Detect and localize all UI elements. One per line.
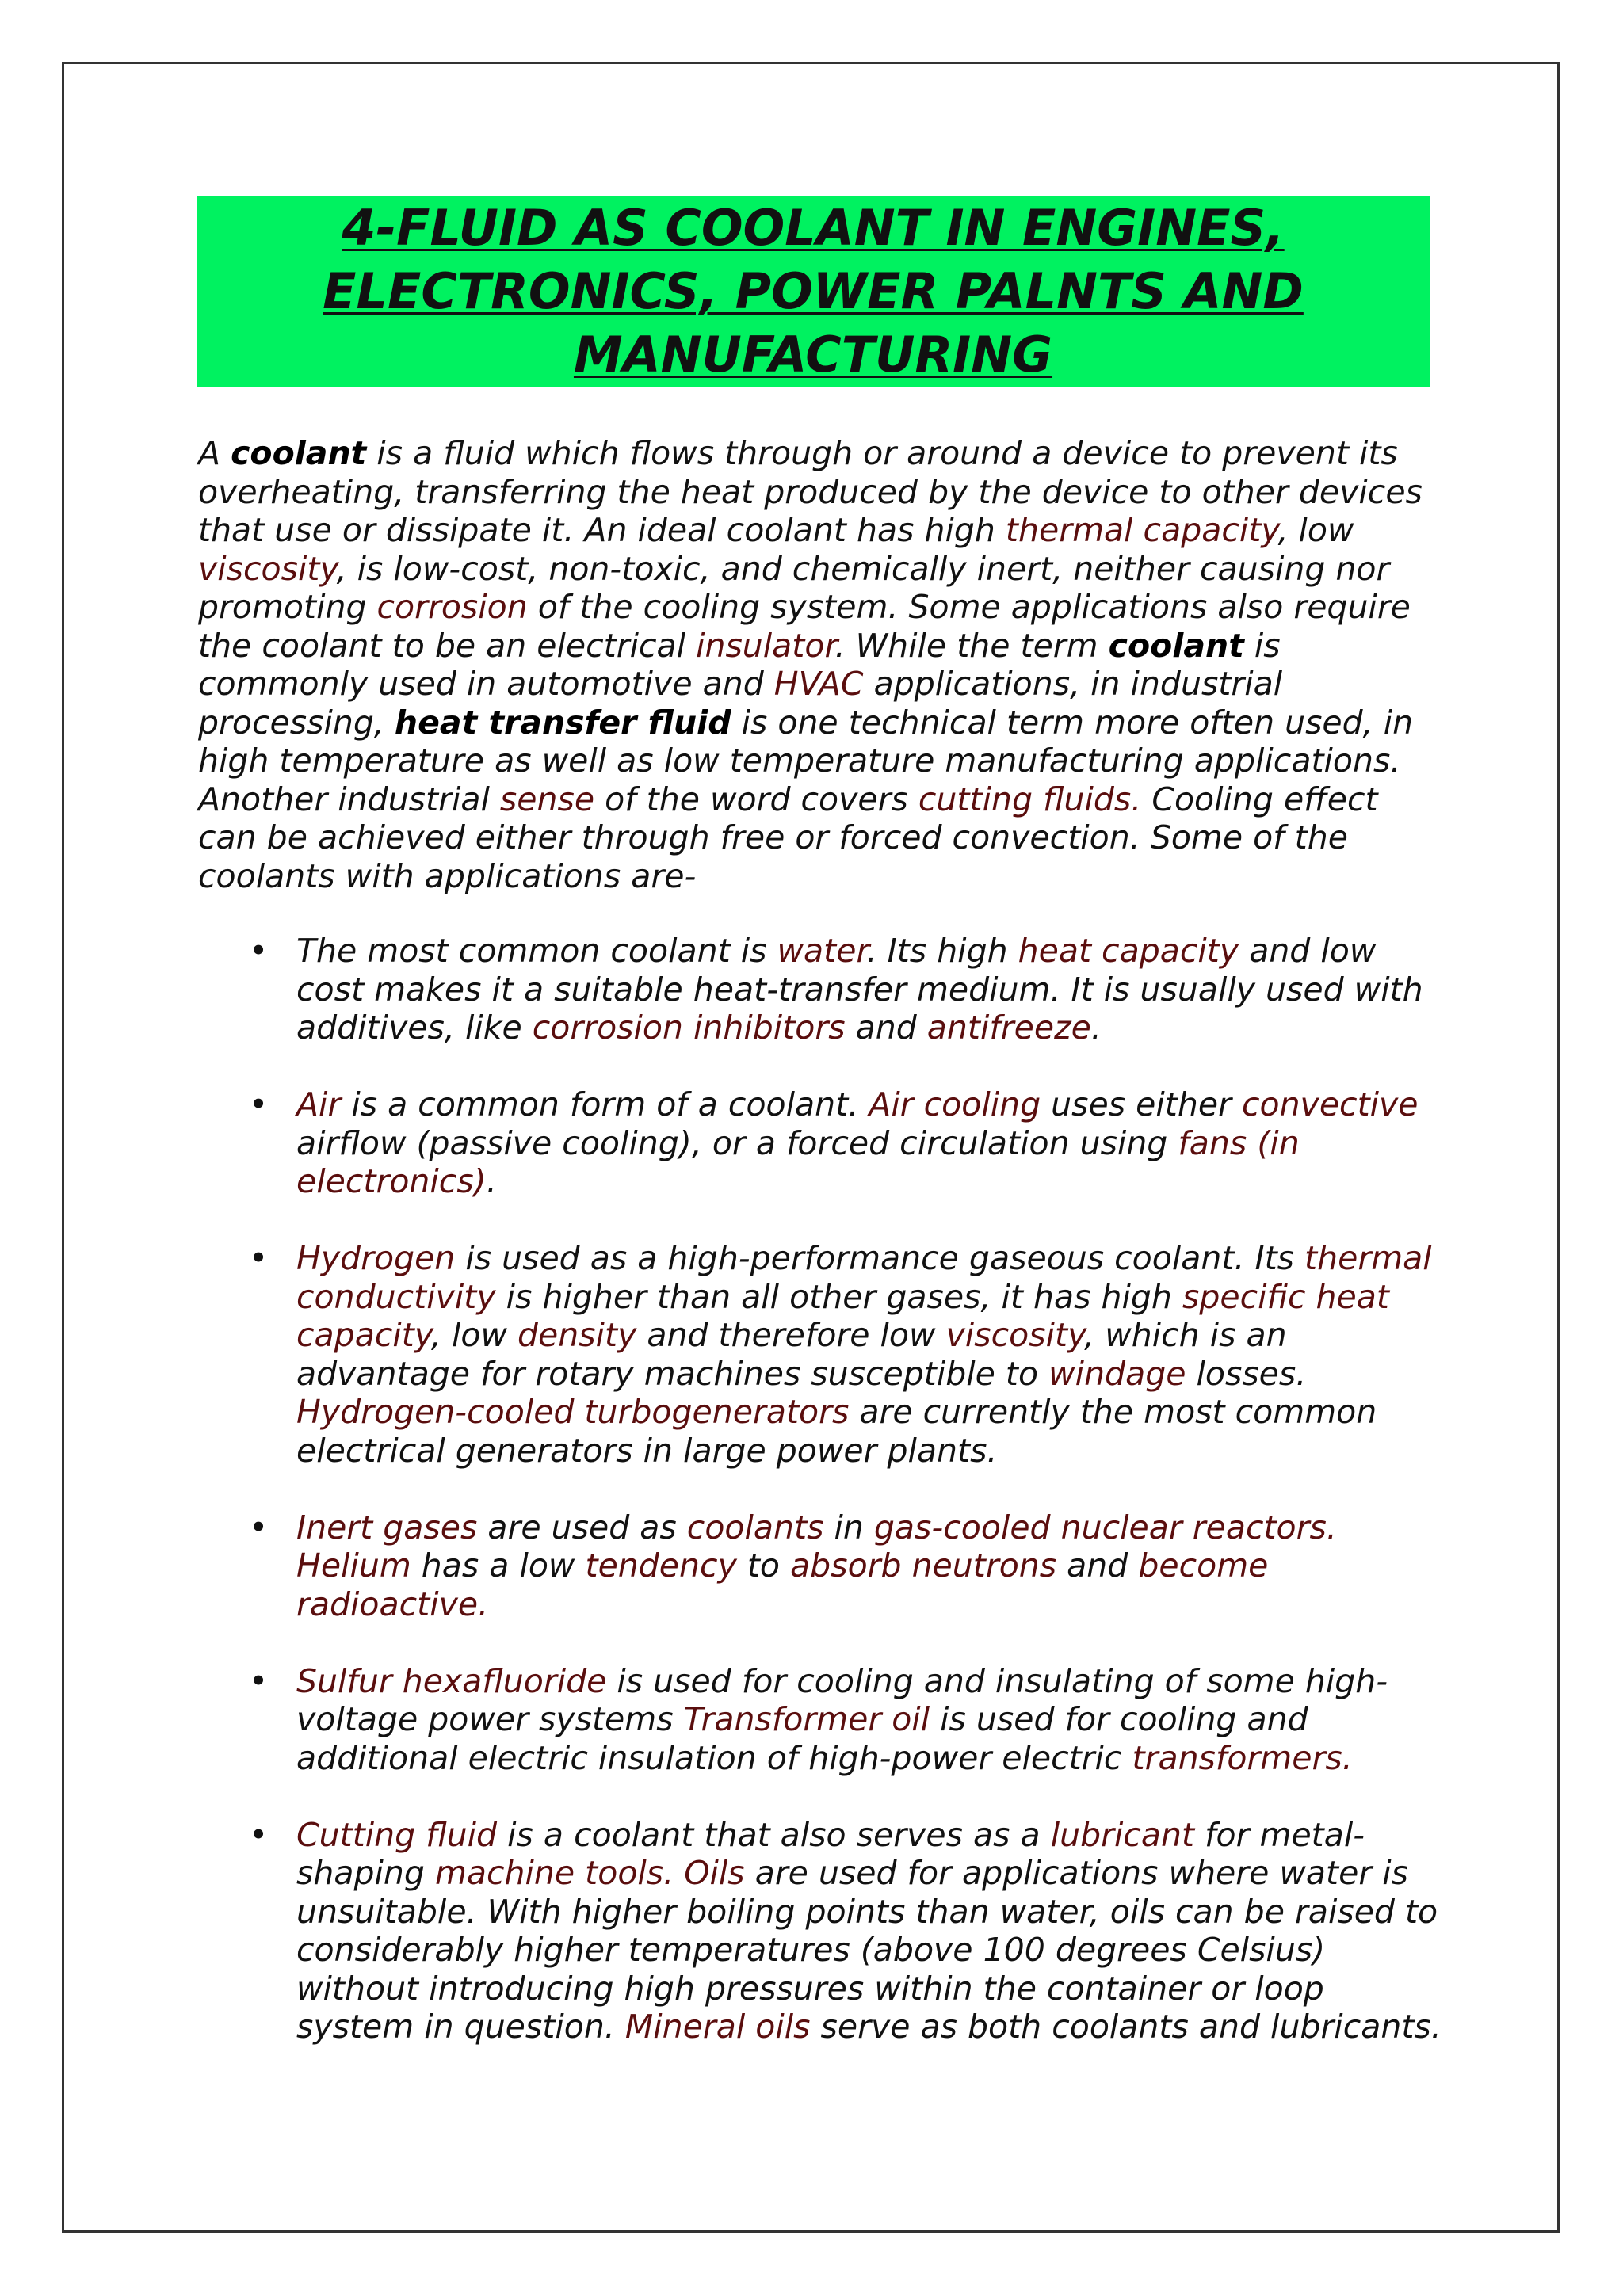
bold-term: coolant xyxy=(231,434,367,472)
text-run: A xyxy=(198,434,231,472)
bullet-icon: • xyxy=(249,1508,269,1547)
linked-term: Air xyxy=(296,1085,342,1123)
linked-term: water xyxy=(777,932,867,970)
linked-term: HVAC xyxy=(773,665,864,703)
text-run: The most common coolant is xyxy=(296,932,777,970)
linked-term: absorb neutrons xyxy=(790,1547,1057,1585)
text-run: is used for cooling and additional electric insulation of high-power electric xyxy=(296,1700,1308,1777)
linked-term: fans (in electronics) xyxy=(296,1123,1300,1200)
text-run: has a low xyxy=(411,1547,586,1585)
title-line-2: ELECTRONICS, POWER PALNTS AND xyxy=(323,262,1304,320)
intro-paragraph xyxy=(198,434,1442,895)
title-banner xyxy=(197,196,1430,387)
linked-term: sense xyxy=(499,780,595,818)
text-run: is commonly used in automotive and xyxy=(198,626,1281,703)
text-run: and xyxy=(1056,1547,1139,1585)
text-run: losses. xyxy=(1186,1354,1307,1393)
text-run: are currently the most common electrical generators in large power plants. xyxy=(296,1393,1377,1470)
bold-term: heat transfer fluid xyxy=(394,703,731,742)
linked-term: specific heat capacity xyxy=(296,1277,1389,1354)
text-run: is a fluid which flows through or around a device to prevent its overheating, transferring the heat produced by the device to other devices that use or dissipate it. An ideal coolant has high xyxy=(198,434,1423,549)
text-run: is used for cooling and insulating of some high-voltage power systems xyxy=(296,1661,1388,1738)
text-run: uses either xyxy=(1041,1085,1242,1123)
text-run: in xyxy=(823,1508,874,1547)
bullet-icon: • xyxy=(249,1661,269,1700)
linked-term: coolants xyxy=(686,1508,824,1547)
linked-term: gas-cooled nuclear reactors. xyxy=(873,1508,1337,1547)
linked-term: heat capacity xyxy=(1018,932,1239,970)
text-run: and therefore low xyxy=(636,1316,946,1354)
linked-term: cutting fluids. xyxy=(918,780,1142,818)
linked-term: lubricant xyxy=(1050,1815,1195,1854)
bullet-icon: • xyxy=(249,932,269,970)
linked-term: transformers. xyxy=(1132,1738,1353,1777)
linked-term: become radioactive. xyxy=(296,1547,1269,1623)
list-item xyxy=(198,1239,1442,1470)
bullet-icon: • xyxy=(249,1239,269,1277)
linked-term: Oils xyxy=(684,1854,745,1892)
text-run xyxy=(674,1854,684,1892)
linked-term: Sulfur hexafluoride xyxy=(296,1661,607,1700)
text-run: is one technical term more often used, in high temperature as well as low temperature manufacturing applications. Another industrial xyxy=(198,703,1414,818)
text-run: Cooling effect can be achieved either through free or forced convection. Some of the coolants with applications are- xyxy=(198,780,1378,895)
linked-term: viscosity xyxy=(945,1316,1085,1354)
text-run: . xyxy=(1090,1009,1102,1047)
list-item xyxy=(198,932,1442,1047)
title-line-1: 4-FLUID AS COOLANT IN ENGINES, xyxy=(342,199,1285,257)
text-run: is a common form of a coolant. xyxy=(341,1085,869,1123)
text-run: , low xyxy=(430,1316,518,1354)
linked-term: density xyxy=(517,1316,637,1354)
linked-term: convective xyxy=(1241,1085,1419,1123)
linked-term: Hydrogen-cooled turbogenerators xyxy=(296,1393,850,1431)
list-item xyxy=(198,1662,1442,1778)
linked-term: windage xyxy=(1048,1354,1186,1393)
text-run: is higher than all other gases, it has high xyxy=(495,1277,1182,1316)
bullet-icon: • xyxy=(249,1085,269,1123)
text-run: , low xyxy=(1277,511,1354,549)
text-run: , which is an advantage for rotary machines susceptible to xyxy=(296,1316,1287,1393)
linked-term: antifreeze xyxy=(926,1009,1091,1047)
text-run: serve as both coolants and lubricants. xyxy=(810,2008,1442,2046)
bold-term: coolant xyxy=(1108,626,1244,665)
linked-term: viscosity xyxy=(198,549,337,588)
text-run: are used as xyxy=(477,1508,687,1547)
text-run: for metal-shaping xyxy=(296,1815,1365,1892)
linked-term: Air cooling xyxy=(869,1085,1041,1123)
text-run: and low cost makes it a suitable heat-transfer medium. It is usually used with additives, like xyxy=(296,932,1423,1047)
text-run: to xyxy=(736,1547,791,1585)
text-run: . xyxy=(486,1162,497,1200)
linked-term: insulator xyxy=(696,626,835,665)
coolant-list xyxy=(198,932,1442,2084)
linked-term: thermal conductivity xyxy=(296,1239,1432,1316)
linked-term: Transformer oil xyxy=(683,1700,930,1738)
linked-term: Inert gases xyxy=(296,1508,478,1547)
text-run: . Its high xyxy=(866,932,1018,970)
linked-term: machine tools. xyxy=(434,1854,674,1892)
text-run: airflow (passive cooling), or a forced circulation using xyxy=(296,1123,1178,1162)
list-item xyxy=(198,1085,1442,1201)
text-run: , is low-cost, non-toxic, and chemically inert, neither causing nor promoting xyxy=(198,549,1390,626)
linked-term: Hydrogen xyxy=(296,1239,456,1277)
text-run: of the cooling system. Some applications also require the coolant to be an electrical xyxy=(198,588,1411,665)
list-item xyxy=(198,1816,1442,2046)
text-run: and xyxy=(845,1009,927,1047)
text-run: of the word covers xyxy=(594,780,918,818)
linked-term: corrosion inhibitors xyxy=(532,1009,846,1047)
linked-term: tendency xyxy=(585,1547,737,1585)
text-run: are used for applications where water is unsuitable. With higher boiling points than water, oils can be raised to considerably higher temperatures (above 100 degrees Celsius) without introducing high pressures within the container or loop system in question. xyxy=(296,1854,1438,2046)
bullet-icon: • xyxy=(249,1815,269,1854)
linked-term: Cutting fluid xyxy=(296,1815,498,1854)
intro-text xyxy=(198,434,1442,895)
text-run: applications, in industrial processing, xyxy=(198,665,1283,742)
linked-term: Mineral oils xyxy=(624,2008,811,2046)
linked-term: corrosion xyxy=(376,588,528,626)
linked-term: Helium xyxy=(296,1547,411,1585)
linked-term: thermal capacity xyxy=(1005,511,1278,549)
title-line-3: MANUFACTURING xyxy=(573,326,1053,383)
text-run: . While the term xyxy=(834,626,1109,665)
text-run: is a coolant that also serves as a xyxy=(497,1815,1051,1854)
text-run: is used as a high-performance gaseous coolant. Its xyxy=(455,1239,1305,1277)
list-item xyxy=(198,1508,1442,1624)
